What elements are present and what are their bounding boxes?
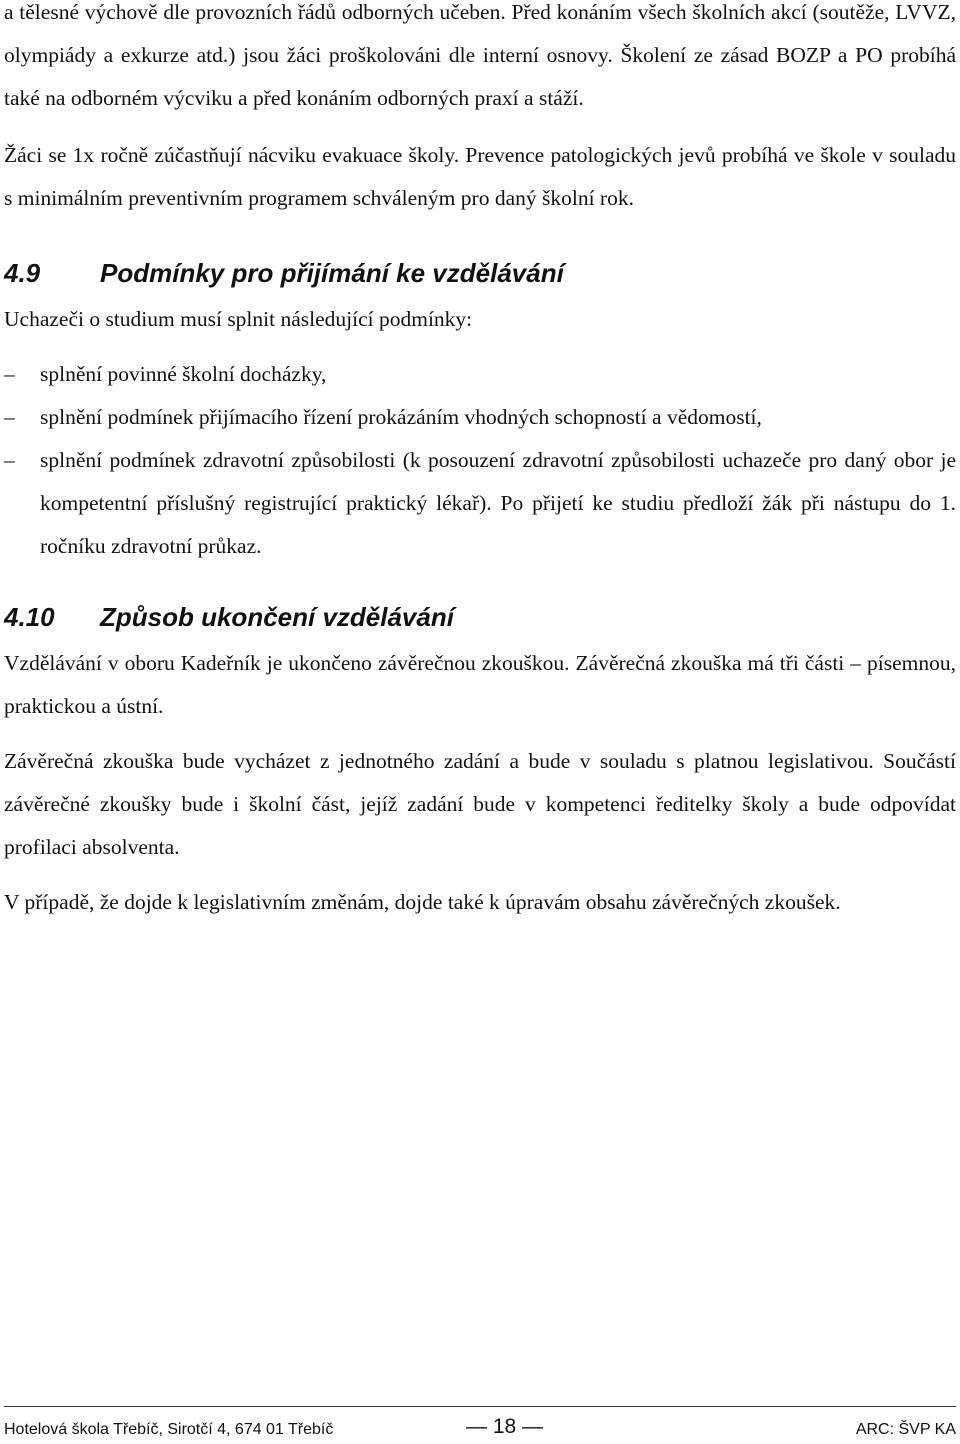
footer-document-code: ARC: ŠVP KA — [855, 1421, 956, 1438]
section-number: 4.9 — [4, 258, 41, 288]
section-heading-4-9 — [4, 256, 956, 290]
footer-school-address: Hotelová škola Třebíč, Sirotčí 4, 674 01 Třebíč — [4, 1421, 334, 1438]
list-item — [4, 439, 956, 568]
completion-paragraph-3: V případě, že dojde k legislativním změnám, dojde také k úpravám obsahu závěrečných zkoušek. — [4, 890, 841, 914]
section-number: 4.10 — [4, 602, 55, 632]
dash-bullet: – — [4, 448, 15, 472]
intro-paragraph-2: Žáci se 1x ročně zúčastňují nácviku evakuace školy. Prevence patologických jevů probíhá ve škole v souladu s minimálním preventivním programem schváleným pro daný školní rok. — [4, 143, 956, 210]
list-item — [4, 353, 956, 396]
intro-paragraph-1: a tělesné výchově dle provozních řádů odborných učeben. Před konáním všech školních akcí (soutěže, LVVZ, olympiády a exkurze atd.) jsou žáci proškolováni dle interní osnovy. Školení ze zásad BOZP a PO probíhá také na odborném výcviku a před konáním odborných praxí a stáží. — [4, 0, 956, 110]
admission-conditions-list — [4, 353, 956, 568]
section-heading-4-10 — [4, 600, 956, 634]
section-title: Způsob ukončení vzdělávání — [100, 602, 454, 632]
dash-bullet: – — [4, 405, 15, 429]
list-item-text: splnění podmínek přijímacího řízení prokázáním vhodných schopností a vědomostí, — [40, 405, 762, 429]
completion-paragraph-1: Vzdělávání v oboru Kadeřník je ukončeno závěrečnou zkouškou. Závěrečná zkouška má tři části – písemnou, praktickou a ústní. — [4, 651, 956, 718]
footer-page-number: — 18 — — [466, 1415, 544, 1438]
list-item — [4, 396, 956, 439]
admission-lead: Uchazeči o studium musí splnit následující podmínky: — [4, 307, 473, 331]
page-content — [4, 0, 956, 924]
page-footer — [4, 1406, 956, 1443]
completion-paragraph-2: Závěrečná zkouška bude vycházet z jednotného zadání a bude v souladu s platnou legislativou. Součástí závěrečné zkoušky bude i školní část, jejíž zadání bude v kompetenci ředitelky školy a bude odpovídat profilaci absolventa. — [4, 749, 956, 859]
list-item-text: splnění podmínek zdravotní způsobilosti (k posouzení zdravotní způsobilosti uchazeče pro daný obor je kompetentní příslušný registrující praktický lékař). Po přijetí ke studiu předloží žák při nástupu do 1. ročníku zdravotní průkaz. — [40, 448, 956, 558]
list-item-text: splnění povinné školní docházky, — [40, 362, 327, 386]
dash-bullet: – — [4, 362, 15, 386]
section-title: Podmínky pro přijímání ke vzdělávání — [100, 258, 564, 288]
